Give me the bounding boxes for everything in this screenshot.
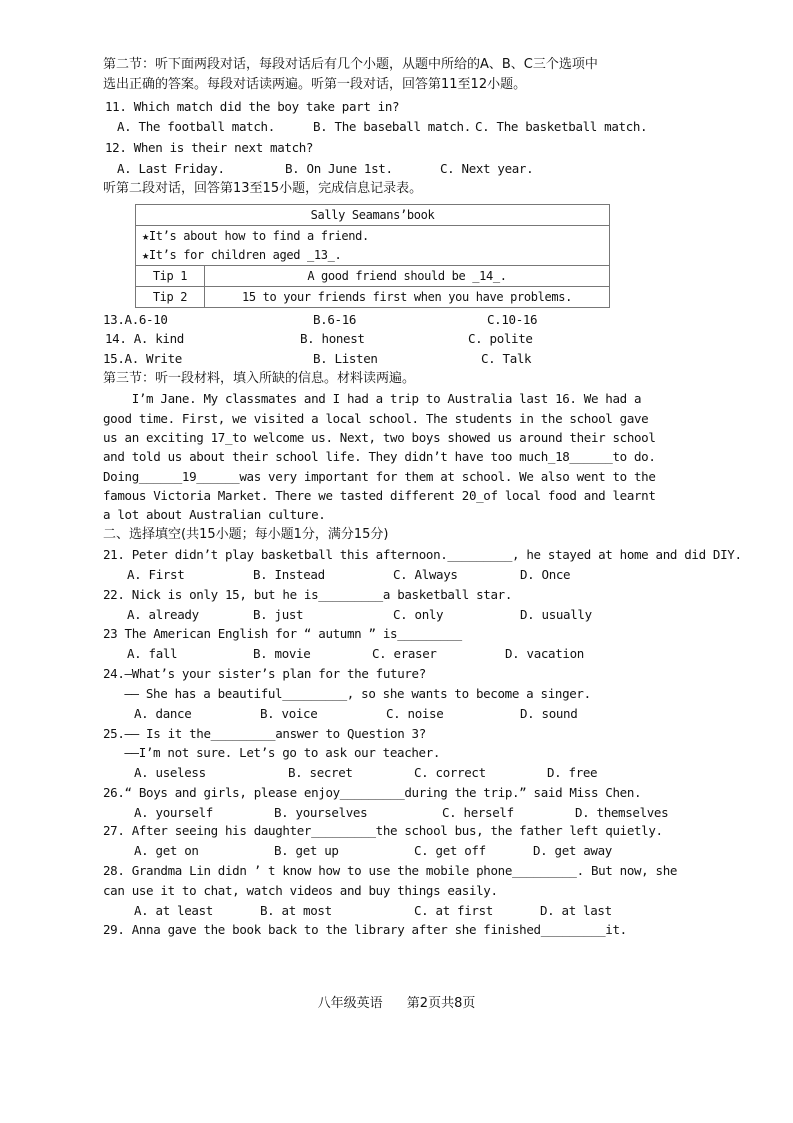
- q14-option-a: 14. A. kind: [105, 331, 184, 346]
- q11-option-a: A. The football match.: [117, 119, 275, 134]
- q26-option-c: C. herself: [442, 805, 514, 820]
- q22-option-b: B. just: [253, 607, 304, 622]
- q22-option-c: C. only: [393, 607, 444, 622]
- q27-option-a: A. get on: [134, 843, 199, 858]
- q24-option-c: C. noise: [386, 706, 444, 721]
- q27-option-c: C. get off: [414, 843, 486, 858]
- q12-option-a: A. Last Friday.: [117, 161, 225, 176]
- q22-stem: 22. Nick is only 15, but he is_________a basketball star.: [103, 587, 513, 602]
- table-title: Sally Seamans’book: [136, 205, 610, 226]
- q23-option-c: C. eraser: [372, 646, 437, 661]
- q26-option-b: B. yourselves: [274, 805, 368, 820]
- q26-option-d: D. themselves: [575, 805, 669, 820]
- tip1-text: A good friend should be _14_.: [205, 266, 610, 287]
- footer-subject: 八年级英语: [317, 996, 383, 1011]
- q28-stem-continued: can use it to chat, watch videos and buy things easily.: [103, 883, 498, 898]
- q21-option-b: B. Instead: [253, 567, 325, 582]
- q25-stem-reply: ——I’m not sure. Let’s go to ask our teacher.: [110, 745, 441, 760]
- q29-stem: 29. Anna gave the book back to the library after she finished_________it.: [103, 922, 627, 937]
- dialogue2-intro: 听第二段对话，回答第13至15小题，完成信息记录表。: [103, 181, 423, 196]
- section2-intro-line2: 选出正确的答案。每段对话读两遍。听第一段对话，回答第11至12小题。: [103, 77, 527, 92]
- q26-stem: 26.“ Boys and girls, please enjoy_________during the trip.” said Miss Chen.: [103, 785, 642, 800]
- q28-option-c: C. at first: [414, 903, 493, 918]
- passage-line: a lot about Australian culture.: [103, 507, 326, 522]
- q27-option-b: B. get up: [274, 843, 339, 858]
- passage-line: famous Victoria Market. There we tasted different 20_of local food and learnt: [103, 488, 656, 503]
- passage-line: I’m Jane. My classmates and I had a trip to Australia last 16. We had a: [103, 391, 642, 406]
- q13-option-c: C.10-16: [487, 312, 538, 327]
- q24-option-a: A. dance: [134, 706, 192, 721]
- q24-option-b: B. voice: [260, 706, 318, 721]
- tip2-label: Tip 2: [136, 287, 205, 308]
- q22-option-d: D. usually: [520, 607, 592, 622]
- passage-line: us an exciting 17_to welcome us. Next, two boys showed us around their school: [103, 430, 656, 445]
- q24-stem-reply: —— She has a beautiful_________, so she wants to become a singer.: [110, 686, 591, 701]
- passage-line: Doing______19______was very important for them at school. We also went to the: [103, 469, 656, 484]
- q21-option-a: A. First: [127, 567, 185, 582]
- q21-option-c: C. Always: [393, 567, 458, 582]
- q23-option-a: A. fall: [127, 646, 178, 661]
- tip2-text: 15 to your friends first when you have problems.: [205, 287, 610, 308]
- section2-intro-line1: 第二节：听下面两段对话，每段对话后有几个小题，从题中所给的A、B、C三个选项中: [103, 57, 598, 72]
- q12-option-c: C. Next year.: [440, 161, 534, 176]
- q15-option-a: 15.A. Write: [103, 351, 182, 366]
- q23-option-b: B. movie: [253, 646, 311, 661]
- q25-option-d: D. free: [547, 765, 598, 780]
- info-record-table: [135, 204, 610, 308]
- footer-page-number: 第2页共8页: [406, 996, 476, 1011]
- q28-option-d: D. at last: [540, 903, 612, 918]
- table-facts-cell: [136, 226, 610, 266]
- q25-option-b: B. secret: [288, 765, 353, 780]
- passage-line: and told us about their school life. They didn’t have too much_18______to do.: [103, 449, 656, 464]
- q28-option-a: A. at least: [134, 903, 213, 918]
- q21-option-d: D. Once: [520, 567, 571, 582]
- q24-option-d: D. sound: [520, 706, 578, 721]
- q12-stem: 12. When is their next match?: [105, 140, 314, 155]
- section3-intro: 第三节：听一段材料，填入所缺的信息。材料读两遍。: [103, 371, 416, 386]
- q11-option-b: B. The baseball match.: [313, 119, 471, 134]
- q27-option-d: D. get away: [533, 843, 612, 858]
- q22-option-a: A. already: [127, 607, 199, 622]
- passage-line: good time. First, we visited a local school. The students in the school gave: [103, 411, 649, 426]
- q21-stem: 21. Peter didn’t play basketball this afternoon._________, he stayed at home and did DIY.: [103, 547, 742, 562]
- q23-stem: 23 The American English for “ autumn ” is_________: [103, 626, 462, 641]
- q13-option-b: B.6-16: [313, 312, 357, 327]
- q15-option-c: C. Talk: [481, 351, 532, 366]
- q28-stem: 28. Grandma Lin didn ’ t know how to use the mobile phone_________. But now, she: [103, 863, 678, 878]
- table-fact-1: ★It’s about how to find a friend.: [142, 229, 369, 243]
- q25-stem: 25.—— Is it the_________answer to Question 3?: [103, 726, 426, 741]
- q27-stem: 27. After seeing his daughter_________the school bus, the father left quietly.: [103, 823, 663, 838]
- tip1-label: Tip 1: [136, 266, 205, 287]
- q25-option-a: A. useless: [134, 765, 206, 780]
- table-fact-2: ★It’s for children aged _13_.: [142, 248, 342, 262]
- q14-option-c: C. polite: [468, 331, 533, 346]
- q14-option-b: B. honest: [300, 331, 365, 346]
- q25-option-c: C. correct: [414, 765, 486, 780]
- q26-option-a: A. yourself: [134, 805, 213, 820]
- q11-option-c: C. The basketball match.: [475, 119, 648, 134]
- q13-option-a: 13.A.6-10: [103, 312, 168, 327]
- part2-heading: 二、选择填空(共15小题；每小题1分，满分15分): [103, 527, 389, 542]
- q15-option-b: B. Listen: [313, 351, 378, 366]
- q24-stem: 24.—What’s your sister’s plan for the future?: [103, 666, 426, 681]
- q11-stem: 11. Which match did the boy take part in?: [105, 99, 400, 114]
- q23-option-d: D. vacation: [505, 646, 584, 661]
- q12-option-b: B. On June 1st.: [285, 161, 393, 176]
- q28-option-b: B. at most: [260, 903, 332, 918]
- page-footer: [0, 992, 793, 1011]
